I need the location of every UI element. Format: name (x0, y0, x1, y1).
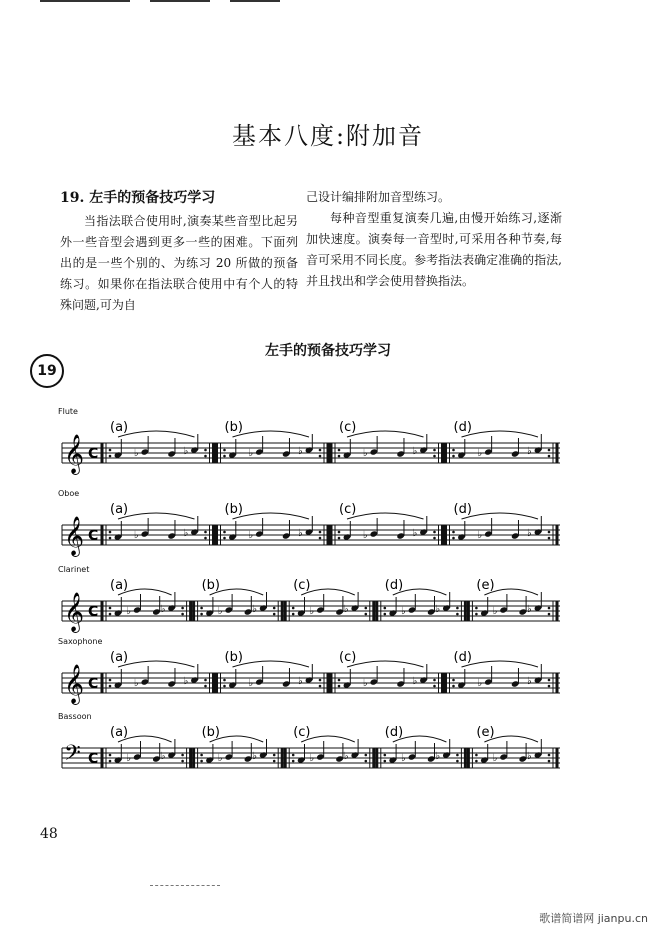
flat-sign: ♭ (298, 528, 303, 539)
staff-notation (0, 487, 656, 567)
section-label: (a) (110, 725, 129, 740)
repeat-dot (200, 754, 203, 757)
slur (347, 661, 424, 667)
flat-sign: ♭ (527, 446, 532, 457)
repeat-dot (200, 607, 203, 610)
footer-divider (150, 885, 220, 886)
slur (233, 661, 310, 667)
flat-sign: ♭ (401, 606, 406, 617)
repeat-dot (338, 455, 341, 458)
section-label: (a) (110, 578, 129, 593)
section-label: (c) (339, 420, 357, 435)
flat-sign: ♭ (362, 678, 368, 689)
flat-sign: ♭ (343, 751, 349, 762)
repeat-dot (548, 760, 551, 763)
repeat-dot (365, 613, 368, 616)
staff-notation (0, 635, 656, 715)
repeat-dot (292, 760, 295, 763)
staff-notation (0, 563, 656, 643)
section-label: (b) (201, 578, 221, 593)
section-title: 19. 左手的预备技巧学习 (60, 190, 216, 206)
flat-sign: ♭ (248, 530, 254, 541)
flat-sign: ♭ (217, 753, 223, 764)
repeat-dot (548, 531, 551, 534)
repeat-dot (109, 679, 112, 682)
watermark: 歌谱简谱网 jianpu.cn (539, 912, 648, 925)
repeat-dot (273, 607, 276, 610)
flat-sign: ♭ (126, 606, 131, 617)
flat-sign: ♭ (401, 753, 406, 764)
repeat-dot (273, 613, 276, 616)
repeat-dot (109, 685, 112, 688)
section-label: (a) (110, 650, 129, 665)
time-signature: C (88, 446, 99, 462)
repeat-dot (204, 537, 207, 540)
flat-sign: ♭ (126, 753, 131, 764)
right-column (306, 187, 562, 292)
repeat-dot (319, 679, 322, 682)
repeat-dot (109, 754, 112, 757)
repeat-dot (548, 754, 551, 757)
repeat-dot (338, 449, 341, 452)
left-column (60, 188, 298, 316)
repeat-dot (338, 531, 341, 534)
repeat-dot (456, 760, 459, 763)
instrument-label: Oboe (58, 489, 80, 498)
slur (347, 431, 424, 437)
repeat-dot (319, 531, 322, 534)
clef-symbol: 𝄞 (64, 516, 85, 556)
repeat-dot (338, 537, 341, 540)
repeat-dot (452, 685, 455, 688)
section-label: (d) (453, 502, 472, 517)
slur (233, 513, 310, 519)
slur (118, 661, 195, 667)
repeat-dot (384, 760, 387, 763)
repeat-dot (109, 537, 112, 540)
repeat-dot (109, 613, 112, 616)
flat-sign: ♭ (133, 530, 139, 541)
repeat-dot (456, 613, 459, 616)
repeat-dot (384, 754, 387, 757)
repeat-dot (365, 607, 368, 610)
section-label: (b) (224, 650, 243, 665)
flat-sign: ♭ (412, 676, 418, 687)
section-label: (c) (293, 725, 311, 740)
repeat-dot (452, 455, 455, 458)
section-label: (a) (110, 420, 129, 435)
repeat-dot (109, 607, 112, 610)
repeat-dot (204, 449, 207, 452)
flat-sign: ♭ (248, 678, 254, 689)
repeat-dot (223, 449, 226, 452)
flat-sign: ♭ (477, 448, 483, 459)
repeat-dot (292, 754, 295, 757)
repeat-dot (548, 679, 551, 682)
repeat-dot (273, 754, 276, 757)
flat-sign: ♭ (133, 678, 139, 689)
flat-sign: ♭ (183, 528, 189, 539)
slur (233, 431, 310, 437)
flat-sign: ♭ (343, 604, 349, 615)
staff-notation (0, 710, 656, 790)
repeat-dot (365, 754, 368, 757)
repeat-dot (204, 685, 207, 688)
repeat-dot (338, 679, 341, 682)
repeat-dot (452, 679, 455, 682)
repeat-dot (548, 613, 551, 616)
repeat-dot (433, 449, 436, 452)
flat-sign: ♭ (217, 606, 223, 617)
repeat-dot (223, 531, 226, 534)
repeat-dot (548, 607, 551, 610)
repeat-dot (475, 607, 478, 610)
flat-sign: ♭ (435, 604, 441, 615)
flat-sign: ♭ (298, 446, 303, 457)
flat-sign: ♭ (133, 448, 139, 459)
repeat-dot (273, 760, 276, 763)
flat-sign: ♭ (412, 446, 418, 457)
repeat-dot (433, 537, 436, 540)
clef-symbol: 𝄞 (64, 664, 85, 704)
time-signature: C (88, 528, 99, 544)
instrument-label: Flute (58, 407, 78, 416)
flat-sign: ♭ (309, 606, 315, 617)
repeat-dot (548, 537, 551, 540)
flat-sign: ♭ (183, 446, 189, 457)
flat-sign: ♭ (160, 751, 166, 762)
flat-sign: ♭ (527, 751, 532, 762)
repeat-dot (109, 531, 112, 534)
flat-sign: ♭ (527, 676, 532, 687)
flat-sign: ♭ (160, 604, 166, 615)
repeat-dot (433, 679, 436, 682)
repeat-dot (109, 449, 112, 452)
slur (118, 431, 195, 437)
instrument-label: Saxophone (58, 637, 103, 646)
flat-sign: ♭ (527, 528, 532, 539)
instrument-label: Bassoon (58, 712, 92, 721)
repeat-dot (384, 613, 387, 616)
repeat-dot (452, 531, 455, 534)
repeat-dot (319, 537, 322, 540)
page-number: 48 (40, 826, 58, 842)
section-label: (b) (224, 420, 243, 435)
repeat-dot (204, 455, 207, 458)
section-label: (c) (293, 578, 311, 593)
page-heading: 基本八度:附加音 (231, 122, 425, 150)
section-label: (b) (201, 725, 221, 740)
repeat-dot (223, 679, 226, 682)
slur (462, 431, 539, 437)
staff-flute (0, 405, 656, 485)
flat-sign: ♭ (252, 751, 257, 762)
flat-sign: ♭ (362, 448, 368, 459)
repeat-dot (181, 760, 184, 763)
flat-sign: ♭ (309, 753, 315, 764)
flat-sign: ♭ (248, 448, 254, 459)
flat-sign: ♭ (435, 751, 441, 762)
section-label: (d) (384, 578, 404, 593)
staff-bassoon (0, 710, 656, 790)
repeat-dot (204, 531, 207, 534)
repeat-dot (292, 613, 295, 616)
flat-sign: ♭ (362, 530, 368, 541)
section-label: (b) (224, 502, 243, 517)
instrument-label: Clarinet (58, 565, 90, 574)
time-signature: C (88, 604, 99, 620)
section-label: (d) (453, 650, 472, 665)
right-paragraph-1: 己设计编排附加音型练习。 (306, 190, 451, 204)
repeat-dot (365, 760, 368, 763)
slur (462, 661, 539, 667)
slur (462, 513, 539, 519)
repeat-dot (223, 455, 226, 458)
flat-sign: ♭ (412, 528, 418, 539)
slur (118, 513, 195, 519)
time-signature: C (88, 751, 99, 767)
repeat-dot (433, 685, 436, 688)
flat-sign: ♭ (183, 676, 189, 687)
repeat-dot (109, 760, 112, 763)
clef-symbol: 𝄞 (64, 592, 85, 632)
repeat-dot (475, 754, 478, 757)
repeat-dot (200, 760, 203, 763)
staff-oboe (0, 487, 656, 567)
clef-symbol: 𝄢 (64, 741, 81, 771)
flat-sign: ♭ (527, 604, 532, 615)
repeat-dot (181, 754, 184, 757)
flat-sign: ♭ (298, 676, 303, 687)
repeat-dot (204, 679, 207, 682)
repeat-dot (548, 685, 551, 688)
repeat-dot (292, 607, 295, 610)
repeat-dot (548, 449, 551, 452)
repeat-dot (456, 754, 459, 757)
slur (347, 513, 424, 519)
repeat-dot (384, 607, 387, 610)
repeat-dot (319, 455, 322, 458)
section-label: (d) (384, 725, 404, 740)
repeat-dot (223, 537, 226, 540)
music-title: 左手的预备技巧学习 (265, 343, 391, 359)
time-signature: C (88, 676, 99, 692)
section-label: (a) (110, 502, 129, 517)
repeat-dot (475, 613, 478, 616)
repeat-dot (223, 685, 226, 688)
staff-notation (0, 405, 656, 485)
repeat-dot (456, 607, 459, 610)
flat-sign: ♭ (492, 606, 498, 617)
repeat-dot (338, 685, 341, 688)
left-paragraph: 当指法联合使用时,演奏某些音型比起另外一些音型会遇到更多一些的困难。下面列出的是一些个别的、为练习 20 所做的预备练习。如果你在指法联合使用中有个人的特殊问题,可为自 (60, 214, 298, 312)
section-label: (c) (339, 502, 357, 517)
section-label: (e) (476, 725, 495, 740)
repeat-dot (433, 531, 436, 534)
right-paragraph-2: 每种音型重复演奏几遍,由慢开始练习,逐渐加快速度。演奏每一音型时,可采用各种节奏,每音可采用不同长度。参考指法表确定准确的指法,并且找出和学会使用替换指法。 (306, 211, 562, 288)
repeat-dot (548, 455, 551, 458)
repeat-dot (181, 607, 184, 610)
flat-sign: ♭ (477, 678, 483, 689)
repeat-dot (181, 613, 184, 616)
staff-clarinet (0, 563, 656, 643)
section-label: (d) (453, 420, 472, 435)
repeat-dot (452, 449, 455, 452)
section-label: (c) (339, 650, 357, 665)
section-label: (e) (476, 578, 495, 593)
flat-sign: ♭ (492, 753, 498, 764)
staff-saxophone (0, 635, 656, 715)
repeat-dot (433, 455, 436, 458)
flat-sign: ♭ (477, 530, 483, 541)
clef-symbol: 𝄞 (64, 434, 85, 474)
flat-sign: ♭ (252, 604, 257, 615)
exercise-number-badge: 19 (30, 354, 64, 388)
repeat-dot (452, 537, 455, 540)
repeat-dot (319, 449, 322, 452)
repeat-dot (109, 455, 112, 458)
repeat-dot (200, 613, 203, 616)
repeat-dot (475, 760, 478, 763)
repeat-dot (319, 685, 322, 688)
